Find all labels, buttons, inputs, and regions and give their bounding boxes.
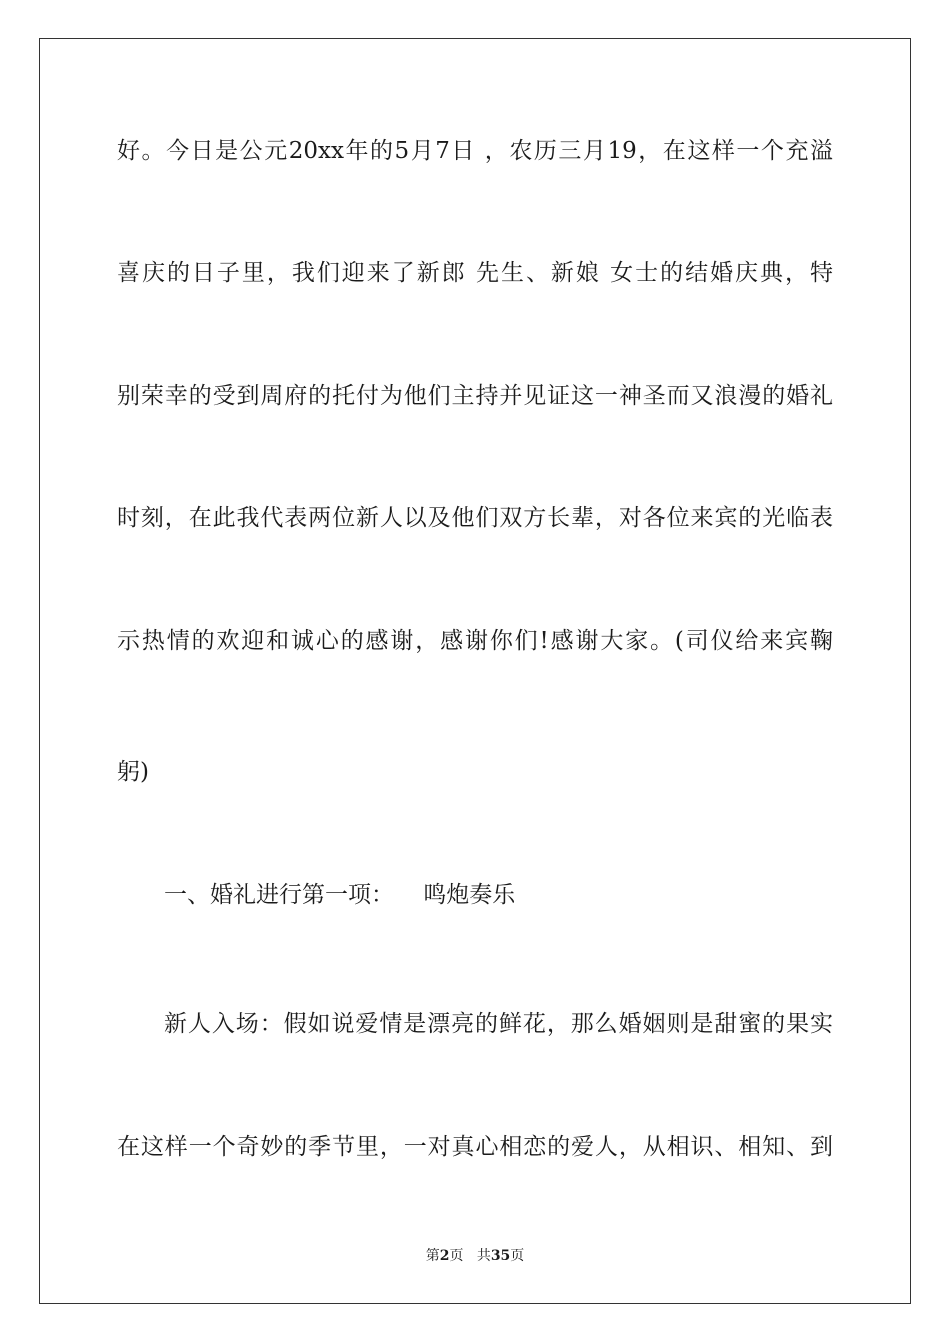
paragraph-line-4: 时刻，在此我代表两位新人以及他们双方长辈，对各位来宾的光临表 — [117, 505, 833, 531]
footer-page-number: 2 — [439, 1248, 450, 1264]
section-heading: 一、婚礼进行第一项： 鸣炮奏乐 — [164, 882, 516, 908]
footer-page-prefix: 第 — [425, 1248, 440, 1264]
page-footer — [0, 1246, 950, 1266]
footer-page-suffix: 页 — [449, 1248, 464, 1264]
paragraph-line-8: 新人入场：假如说爱情是漂亮的鲜花，那么婚姻则是甜蜜的果实 — [164, 1011, 833, 1037]
paragraph-line-3: 别荣幸的受到周府的托付为他们主持并见证这一神圣而又浪漫的婚礼 — [117, 383, 833, 409]
paragraph-line-5: 示热情的欢迎和诚心的感谢，感谢你们!感谢大家。(司仪给来宾鞠 — [117, 628, 833, 654]
paragraph-line-1: 好。今日是公元20xx年的5月7日 ，农历三月19，在这样一个充溢 — [117, 138, 833, 164]
paragraph-line-6: 躬) — [117, 759, 149, 785]
paragraph-line-9: 在这样一个奇妙的季节里，一对真心相恋的爱人，从相识、相知、到 — [117, 1134, 833, 1160]
page-border — [39, 38, 911, 1304]
footer-total-pages: 35 — [490, 1248, 511, 1264]
paragraph-line-2: 喜庆的日子里，我们迎来了新郎 先生、新娘 女士的结婚庆典，特 — [117, 260, 833, 286]
footer-total-suffix: 页 — [510, 1248, 525, 1264]
footer-total-prefix: 共 — [476, 1248, 491, 1264]
